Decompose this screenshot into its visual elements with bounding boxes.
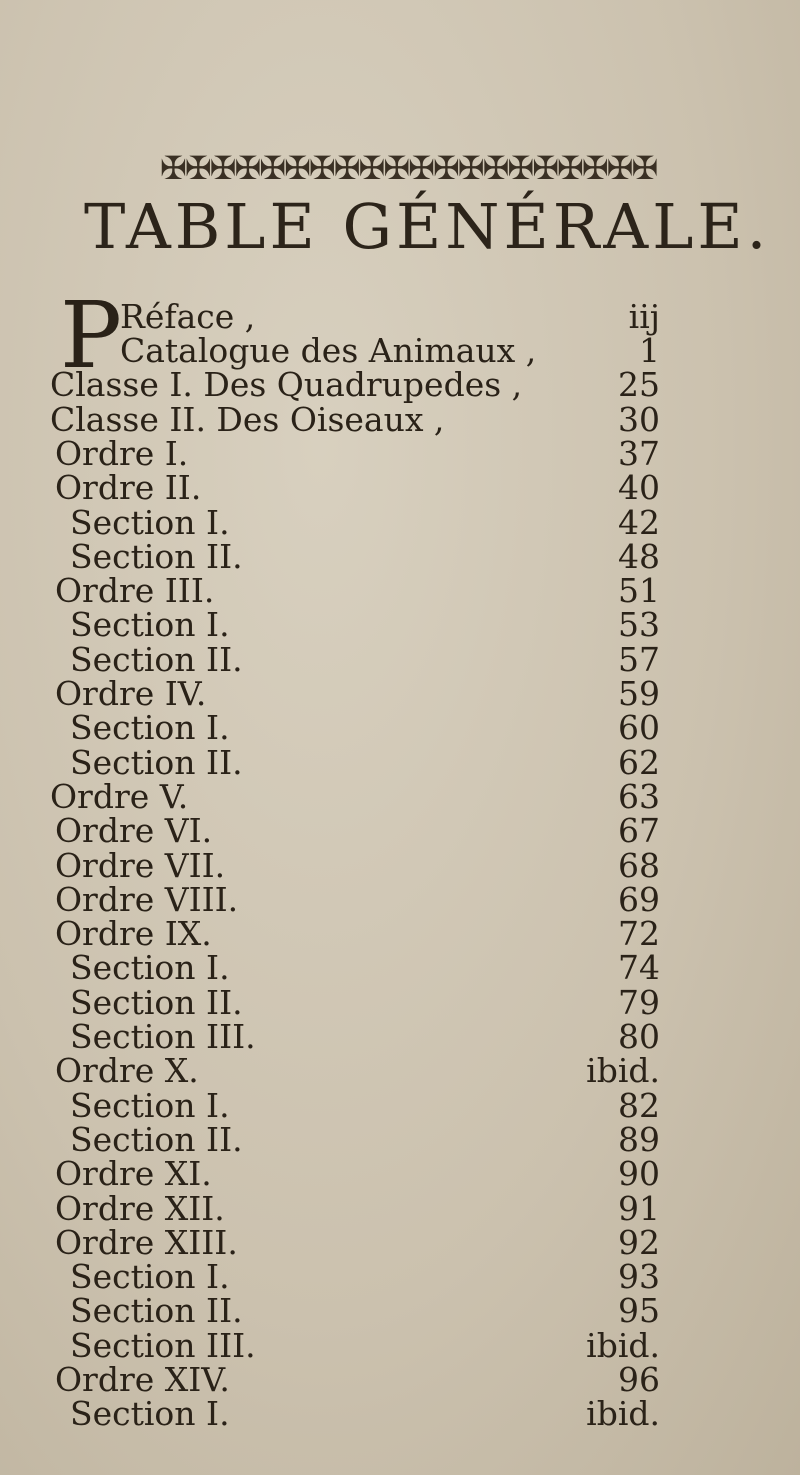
toc-entry-label: Réface , [120, 297, 256, 336]
toc-entry-page: 69 [618, 879, 660, 919]
toc-entry-label: Ordre VI. [55, 811, 213, 851]
toc-entry-page: 67 [618, 811, 660, 851]
toc-entry-page: 95 [618, 1291, 660, 1331]
toc-entry-label: Ordre XI. [55, 1154, 212, 1194]
toc-entry-label: Ordre IV. [55, 674, 207, 713]
toc-entry-page: 93 [618, 1257, 660, 1297]
toc-entry-label: Ordre II. [55, 468, 202, 508]
toc-entry[interactable] [0, 674, 800, 713]
toc-entry[interactable] [0, 433, 800, 473]
toc-entry-page: ibid. [586, 1051, 660, 1091]
toc-entry-label: Section II. [70, 982, 243, 1022]
toc-entry-page: 90 [618, 1154, 660, 1194]
toc-entry-page: 68 [618, 845, 660, 885]
toc-entry-label: Section I. [70, 1257, 230, 1297]
toc-entry-page: 57 [618, 639, 660, 679]
toc-entry-page: 51 [618, 571, 660, 611]
toc-entry[interactable] [0, 879, 800, 919]
toc-entry-label: Ordre VII. [55, 845, 226, 885]
toc-entry[interactable] [0, 468, 800, 508]
toc-entry[interactable] [0, 811, 800, 851]
toc-entry-page: 96 [618, 1360, 660, 1399]
toc-entry-page: 37 [618, 433, 660, 473]
toc-entry[interactable] [0, 571, 800, 611]
toc-entry[interactable] [0, 1291, 800, 1331]
toc-entry-page: 60 [618, 708, 660, 748]
toc-entry-page: 25 [618, 365, 660, 405]
decorative-ornament-band: ✠✠✠✠✠✠✠✠✠✠✠✠✠✠✠✠✠✠✠✠ [160, 149, 657, 187]
toc-entry-page: ibid. [586, 1394, 660, 1434]
toc-entry[interactable] [0, 399, 800, 439]
toc-entry-label: Ordre XIV. [55, 1360, 230, 1399]
toc-entry[interactable] [0, 365, 800, 405]
toc-entry-label: Catalogue des Animaux , [120, 331, 537, 370]
toc-entry-page: 48 [618, 536, 660, 576]
toc-entry[interactable] [0, 1017, 800, 1056]
toc-entry-label: Section I. [70, 1085, 230, 1125]
page-title: TABLE GÉNÉRALE. [84, 190, 771, 263]
toc-entry[interactable] [0, 845, 800, 885]
toc-entry[interactable] [0, 776, 800, 816]
toc-entry-label: Section II. [70, 639, 243, 679]
toc-entry-label: Section I. [70, 948, 230, 988]
toc-entry-page: 30 [618, 399, 660, 439]
toc-entry[interactable] [0, 1119, 800, 1159]
toc-entry-label: Section II. [70, 536, 243, 576]
toc-entry-label: Section I. [70, 502, 230, 542]
toc-entry[interactable] [0, 536, 800, 576]
toc-entry-label: Section II. [70, 742, 243, 782]
toc-entry[interactable] [0, 605, 800, 645]
drop-cap: P [60, 282, 122, 389]
toc-entry[interactable] [0, 639, 800, 679]
toc-entry-label: Ordre VIII. [55, 879, 239, 919]
toc-entry-page: 40 [618, 468, 660, 508]
toc-entry[interactable] [0, 1051, 800, 1091]
toc-entry[interactable] [0, 982, 800, 1022]
toc-entry-preface[interactable] [0, 297, 800, 336]
toc-entry-label: Ordre IX. [55, 914, 212, 954]
toc-entry-page: 1 [639, 331, 660, 370]
toc-entry-page: 89 [618, 1119, 660, 1159]
toc-entry-label: Section I. [70, 1394, 230, 1434]
toc-entry-page: 53 [618, 605, 660, 645]
toc-entry[interactable] [0, 1360, 800, 1399]
toc-entry[interactable] [0, 914, 800, 954]
toc-entry-label: Section III. [70, 1325, 256, 1365]
toc-entry-page: 74 [618, 948, 660, 988]
toc-entry-label: Ordre XII. [55, 1188, 225, 1228]
toc-entry[interactable] [0, 1188, 800, 1228]
toc-entry-page: 82 [618, 1085, 660, 1125]
toc-entry[interactable] [0, 1325, 800, 1365]
toc-entry-label: Classe II. Des Oiseaux , [50, 399, 445, 439]
toc-entry[interactable] [0, 1394, 800, 1434]
toc-entry[interactable] [0, 708, 800, 748]
toc-entry-page: 92 [618, 1222, 660, 1262]
toc-entry-page: iij [628, 297, 660, 336]
toc-entry[interactable] [0, 1154, 800, 1194]
toc-entry-label: Section II. [70, 1291, 243, 1331]
toc-entry-label: Ordre III. [55, 571, 215, 611]
toc-entry-page: 91 [618, 1188, 660, 1228]
toc-entry-page: 72 [618, 914, 660, 954]
toc-entry-label: Section I. [70, 605, 230, 645]
toc-entry-page: 80 [618, 1017, 660, 1056]
toc-entry-label: Ordre XIII. [55, 1222, 238, 1262]
toc-entry-page: 63 [618, 776, 660, 816]
toc-entry-page: 59 [618, 674, 660, 713]
toc-entry[interactable] [0, 502, 800, 542]
toc-entry[interactable] [0, 948, 800, 988]
toc-entry-label: Classe I. Des Quadrupedes , [50, 365, 523, 405]
toc-entry-page: 42 [618, 502, 660, 542]
toc-entry-label: Section II. [70, 1119, 243, 1159]
toc-entry[interactable] [0, 1257, 800, 1297]
toc-entry[interactable] [0, 1222, 800, 1262]
toc-entry-label: Ordre I. [55, 433, 189, 473]
toc-entry[interactable] [0, 331, 800, 370]
toc-entry-label: Section III. [70, 1017, 256, 1056]
toc-entry-label: Section I. [70, 708, 230, 748]
toc-entry[interactable] [0, 742, 800, 782]
toc-entry-page: 62 [618, 742, 660, 782]
toc-entry[interactable] [0, 1085, 800, 1125]
toc-entry-label: Ordre X. [55, 1051, 199, 1091]
toc-entry-page: 79 [618, 982, 660, 1022]
toc-entry-page: ibid. [586, 1325, 660, 1365]
toc-entry-label: Ordre V. [50, 776, 189, 816]
